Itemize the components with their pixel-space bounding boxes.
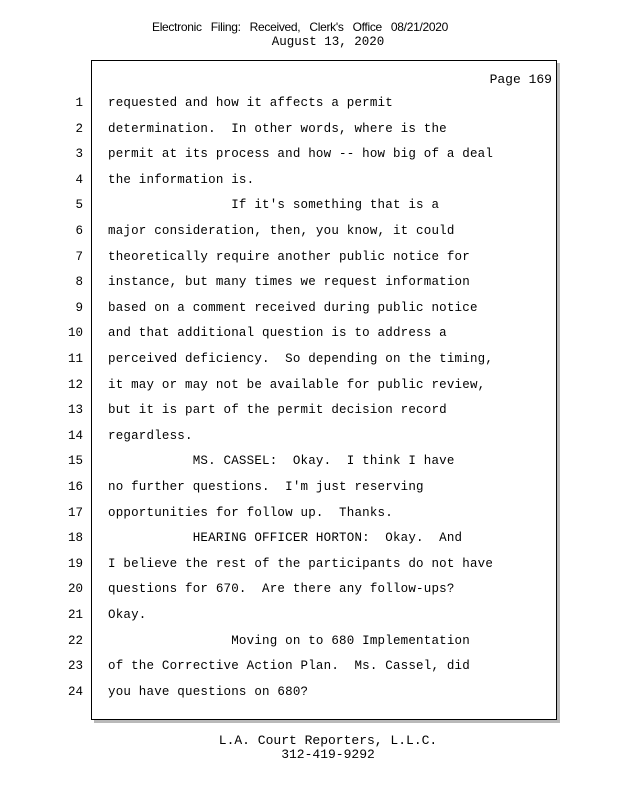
filing-stamp: Electronic Filing: Received, Clerk's Office 08/21/2020 bbox=[151, 20, 448, 34]
line-number: 19 bbox=[67, 556, 83, 571]
line-number: 12 bbox=[67, 377, 83, 392]
line-number: 3 bbox=[75, 147, 83, 162]
line-number: 22 bbox=[67, 633, 83, 648]
transcript-line: permit at its process and how -- how big of a deal bbox=[108, 147, 494, 162]
line-number: 13 bbox=[67, 403, 83, 418]
transcript-line: opportunities for follow up. Thanks. bbox=[108, 505, 393, 520]
line-number: 16 bbox=[67, 480, 83, 494]
transcript-date: August 13, 2020 bbox=[271, 35, 385, 49]
transcript-line: MS. CASSEL: Okay. I think I have bbox=[108, 454, 455, 469]
transcript-line: perceived deficiency. So depending on the timing, bbox=[108, 352, 494, 366]
transcript-line: HEARING OFFICER HORTON: Okay. And bbox=[108, 531, 463, 546]
line-number: 20 bbox=[67, 582, 83, 597]
line-number: 23 bbox=[67, 659, 83, 674]
footer-company: L.A. Court Reporters, L.L.C. bbox=[218, 733, 438, 748]
transcript-line: no further questions. I'm just reserving bbox=[108, 480, 424, 494]
transcript-line: based on a comment received during public notice bbox=[108, 300, 478, 315]
transcript-line: If it's something that is a bbox=[108, 198, 440, 213]
transcript-line: and that additional question is to address a bbox=[108, 326, 447, 341]
transcript-line: theoretically require another public notice for bbox=[108, 249, 470, 264]
line-number: 1 bbox=[75, 96, 83, 110]
transcript-line: Moving on to 680 Implementation bbox=[108, 633, 470, 648]
page-number: Page 169 bbox=[489, 72, 552, 87]
line-number: 2 bbox=[75, 121, 83, 136]
line-number: 8 bbox=[75, 275, 83, 290]
transcript-line: it may or may not be available for public review, bbox=[108, 377, 486, 392]
transcript-line: I believe the rest of the participants do not have bbox=[108, 556, 494, 571]
line-number: 5 bbox=[75, 198, 83, 213]
line-number: 17 bbox=[67, 505, 83, 520]
transcript-line: determination. In other words, where is the bbox=[108, 121, 447, 136]
line-number: 6 bbox=[75, 224, 83, 238]
line-number: 21 bbox=[67, 608, 83, 622]
transcript-line: of the Corrective Action Plan. Ms. Cassel, did bbox=[108, 659, 470, 674]
line-number: 9 bbox=[75, 300, 83, 315]
line-number: 24 bbox=[67, 684, 83, 699]
transcript-line: regardless. bbox=[108, 428, 193, 443]
line-number: 11 bbox=[67, 352, 83, 366]
transcript-line: requested and how it affects a permit bbox=[108, 96, 393, 110]
transcript-line: you have questions on 680? bbox=[108, 684, 309, 699]
transcript-line: major consideration, then, you know, it could bbox=[108, 224, 455, 238]
line-number: 10 bbox=[67, 326, 83, 341]
line-number: 7 bbox=[75, 249, 83, 264]
transcript-line: the information is. bbox=[108, 172, 255, 187]
line-number: 14 bbox=[67, 428, 83, 443]
transcript-line: but it is part of the permit decision record bbox=[108, 403, 447, 418]
line-number: 15 bbox=[67, 454, 83, 469]
footer-phone: 312-419-9292 bbox=[281, 747, 375, 762]
line-number: 18 bbox=[67, 531, 83, 546]
transcript-line: instance, but many times we request information bbox=[108, 275, 470, 290]
transcript-line: Okay. bbox=[108, 608, 147, 622]
transcript-line: questions for 670. Are there any follow-ups? bbox=[108, 582, 455, 597]
line-number: 4 bbox=[75, 172, 83, 187]
